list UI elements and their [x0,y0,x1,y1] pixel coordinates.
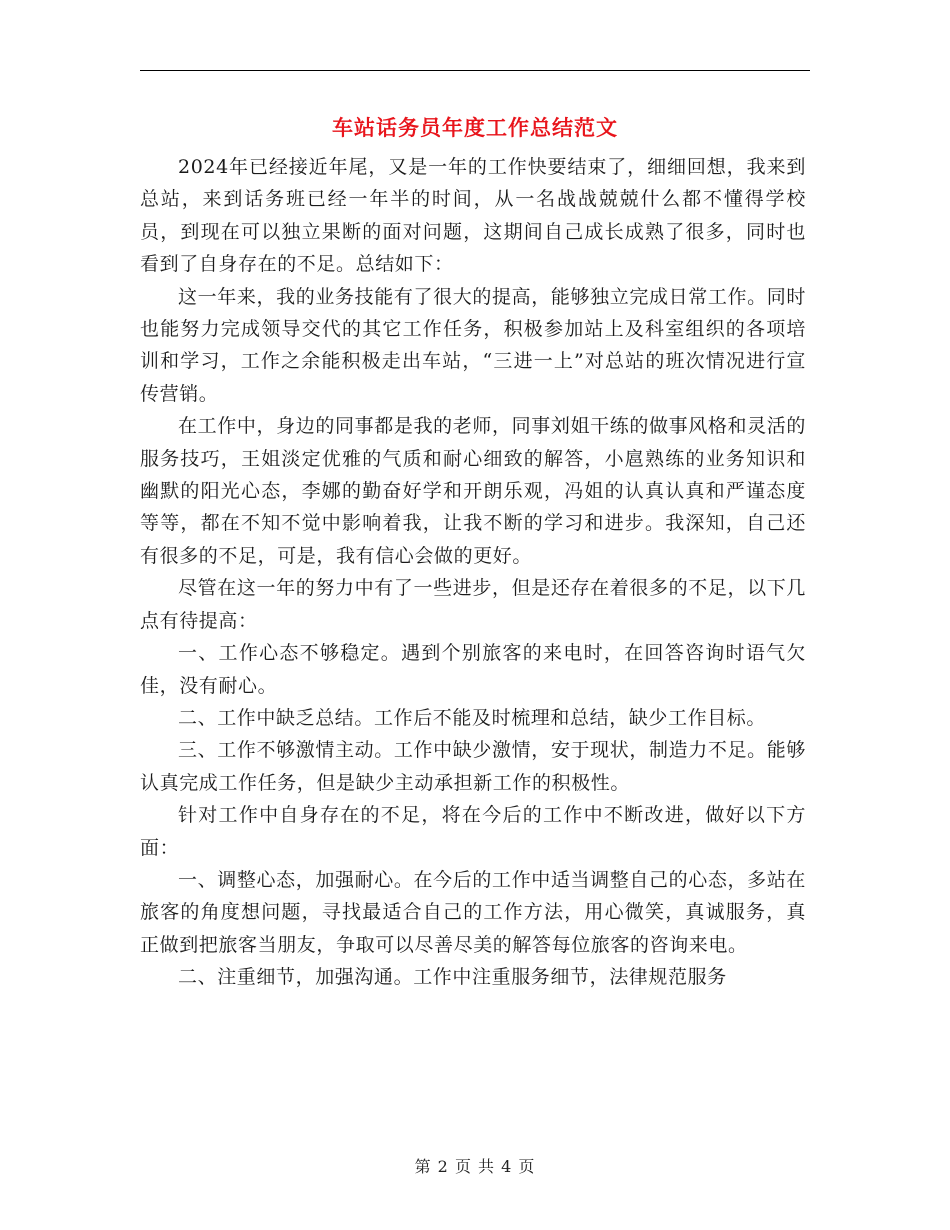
paragraph: 这一年来，我的业务技能有了很大的提高，能够独立完成日常工作。同时也能努力完成领导交代的其它工作任务，积极参加站上及科室组织的各项培训和学习，工作之余能积极走出车站，“三进一上”对总站的班次情况进行宣传营销。 [140,285,806,405]
paragraph: 二、注重细节，加强沟通。工作中注重服务细节，法律规范服务 [178,966,727,989]
header-rule [140,70,810,71]
paragraph: 尽管在这一年的努力中有了一些进步，但是还存在着很多的不足，以下几点有待提高： [140,577,806,632]
page-number: 第 2 页 共 4 页 [414,1157,536,1176]
paragraph: 一、工作心态不够稳定。遇到个别旅客的来电时，在回答咨询时语气欠佳，没有耐心。 [140,642,806,697]
document-body [140,151,806,994]
paragraph: 针对工作中自身存在的不足，将在今后的工作中不断改进，做好以下方面： [140,804,806,859]
paragraph: 二、工作中缺乏总结。工作后不能及时梳理和总结，缺少工作目标。 [178,706,767,729]
paragraph: 一、调整心态，加强耐心。在今后的工作中适当调整自己的心态，多站在旅客的角度想问题，寻找最适合自己的工作方法，用心微笑，真诚服务，真正做到把旅客当朋友，争取可以尽善尽美的解答每位旅客的咨询来电。 [140,868,806,956]
document-title: 车站话务员年度工作总结范文 [332,115,618,140]
paragraph: 在工作中，身边的同事都是我的老师，同事刘姐干练的做事风格和灵活的服务技巧，王姐淡定优雅的气质和耐心细致的解答，小扈熟练的业务知识和幽默的阳光心态，李娜的勤奋好学和开朗乐观，冯姐的认真认真和严谨态度等等，都在不知不觉中影响着我，让我不断的学习和进步。我深知，自己还有很多的不足，可是，我有信心会做的更好。 [140,415,806,567]
paragraph: 2024年已经接近年尾，又是一年的工作快要结束了，细细回想，我来到总站，来到话务班已经一年半的时间，从一名战战兢兢什么都不懂得学校员，到现在可以独立果断的面对问题，这期间自己成长成熟了很多，同时也看到了自身存在的不足。总结如下： [140,156,806,276]
paragraph: 三、工作不够激情主动。工作中缺少激情，安于现状，制造力不足。能够认真完成工作任务，但是缺少主动承担新工作的积极性。 [140,739,806,794]
